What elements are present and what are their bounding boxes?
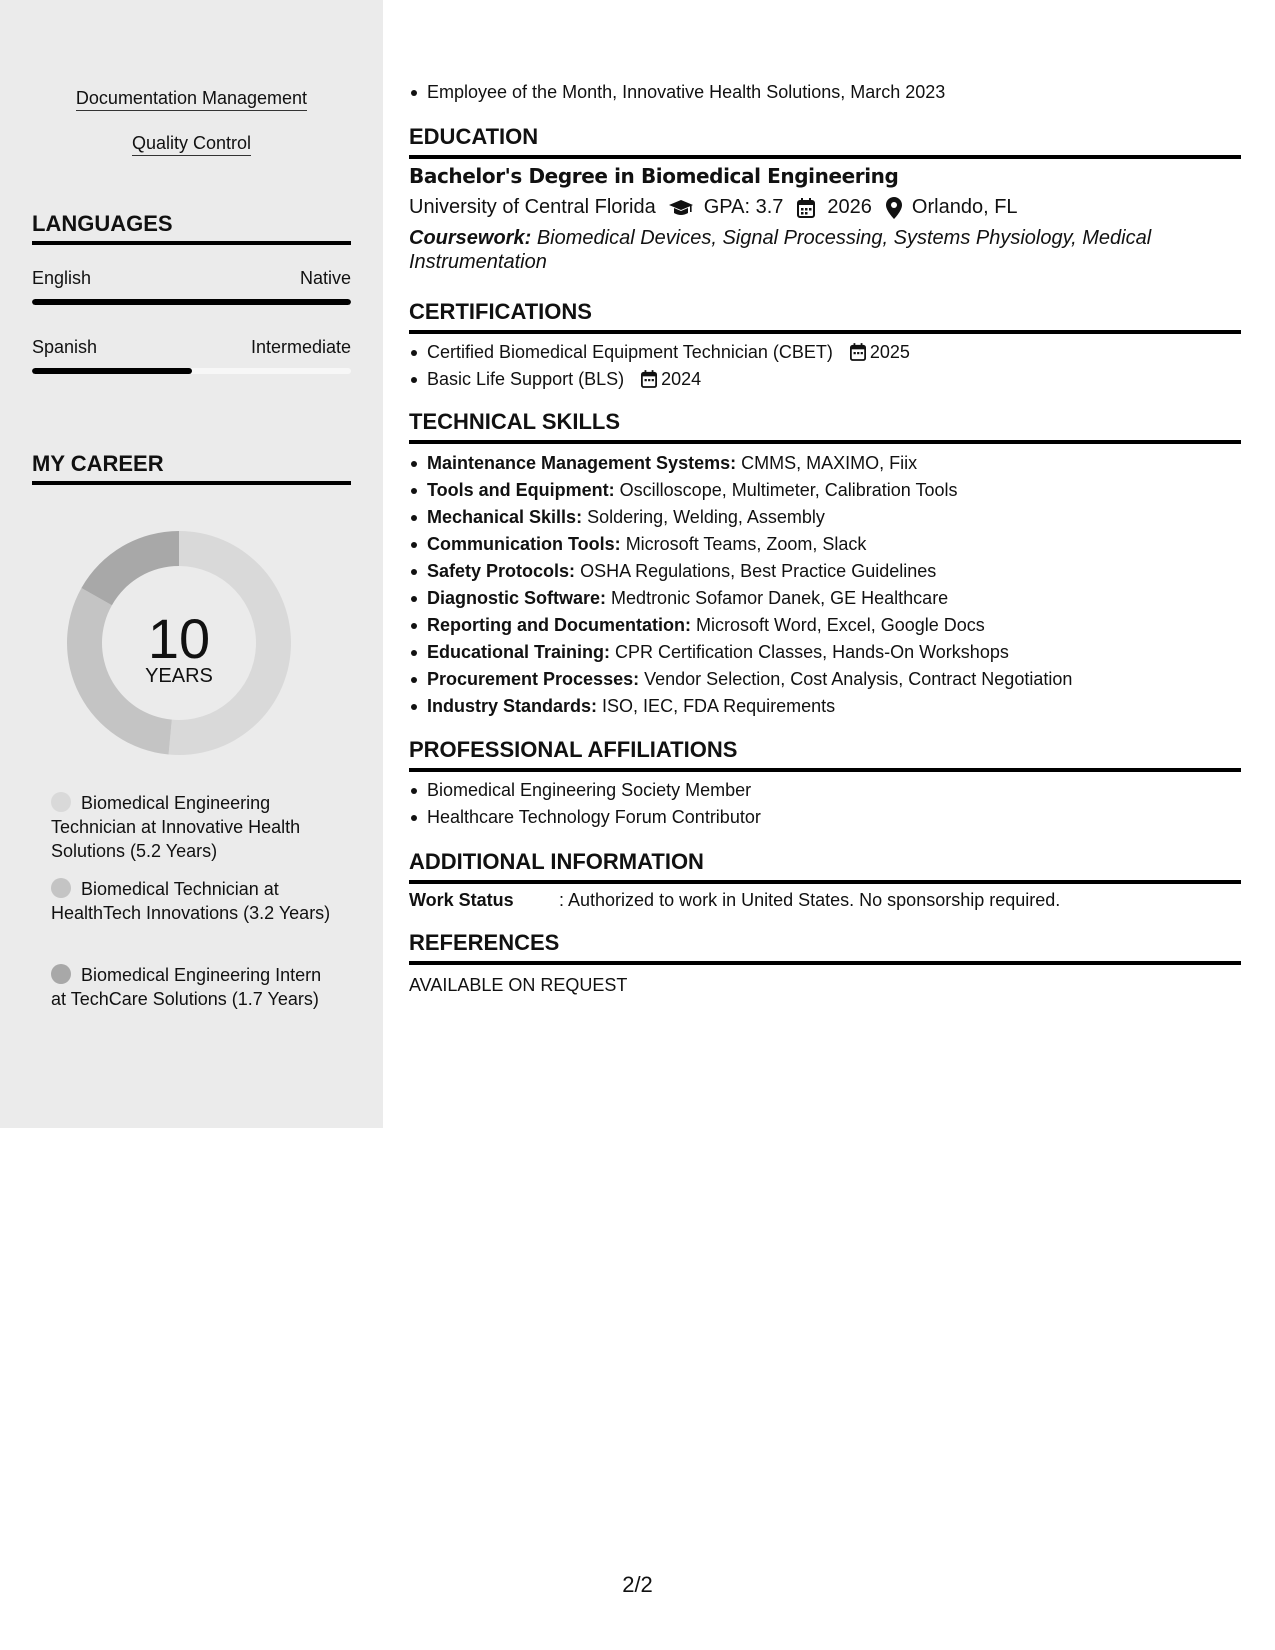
language-level: Intermediate bbox=[250, 337, 351, 357]
list-item: Healthcare Technology Forum Contributor bbox=[427, 806, 1237, 833]
language-proficiency-bar bbox=[32, 299, 351, 305]
calendar-icon bbox=[641, 370, 657, 388]
language-row bbox=[32, 337, 351, 358]
list-item: Safety Protocols: OSHA Regulations, Best Practice Guidelines bbox=[427, 560, 1237, 587]
career-legend-item: Biomedical Technician at HealthTech Innovations (3.2 Years) bbox=[51, 879, 331, 923]
language-proficiency-fill bbox=[32, 299, 351, 305]
list-item: Communication Tools: Microsoft Teams, Zoom, Slack bbox=[427, 533, 1237, 560]
references-text: AVAILABLE ON REQUEST bbox=[409, 975, 628, 995]
language-name: English bbox=[32, 268, 92, 288]
list-item: Industry Standards: ISO, IEC, FDA Requirements bbox=[427, 695, 1237, 722]
list-item: Maintenance Management Systems: CMMS, MAXIMO, Fiix bbox=[427, 452, 1237, 479]
list-item: Certified Biomedical Equipment Technician (CBET) 2025 bbox=[427, 341, 1237, 368]
education-year: 2026 bbox=[827, 196, 872, 218]
education-location: Orlando, FL bbox=[911, 196, 1018, 218]
legend-dot-icon bbox=[51, 878, 71, 898]
affiliations-heading: PROFESSIONAL AFFILIATIONS bbox=[409, 737, 1241, 772]
list-item: Mechanical Skills: Soldering, Welding, Assembly bbox=[427, 506, 1237, 533]
work-status-label: Work Status bbox=[409, 890, 514, 910]
page-number: 2/2 bbox=[622, 1572, 653, 1597]
languages-heading: LANGUAGES bbox=[32, 211, 351, 245]
list-item: Reporting and Documentation: Microsoft Word, Excel, Google Docs bbox=[427, 614, 1237, 641]
education-details bbox=[409, 196, 1018, 219]
list-item: Employee of the Month, Innovative Health Solutions, March 2023 bbox=[427, 81, 1237, 108]
language-level: Native bbox=[299, 268, 351, 288]
calendar-icon bbox=[797, 198, 815, 218]
career-total-years: 10 bbox=[147, 607, 211, 670]
certifications-list bbox=[427, 341, 1237, 395]
education-gpa: GPA: 3.7 bbox=[703, 196, 784, 218]
technical-skills-heading: TECHNICAL SKILLS bbox=[409, 409, 1241, 444]
list-item: Tools and Equipment: Oscilloscope, Multimeter, Calibration Tools bbox=[427, 479, 1237, 506]
education-degree: Bachelor's Degree in Biomedical Engineering bbox=[409, 164, 899, 188]
career-legend-item: Biomedical Engineering Intern at TechCare Solutions (1.7 Years) bbox=[51, 965, 322, 1009]
career-donut-chart bbox=[66, 530, 292, 756]
list-item: Diagnostic Software: Medtronic Sofamor Danek, GE Healthcare bbox=[427, 587, 1237, 614]
donut-segment bbox=[81, 531, 179, 605]
language-proficiency-fill bbox=[32, 368, 192, 374]
career-years-unit: YEARS bbox=[145, 665, 213, 687]
language-proficiency-bar bbox=[32, 368, 351, 374]
sidebar bbox=[0, 0, 383, 1128]
list-item: Educational Training: CPR Certification Classes, Hands-On Workshops bbox=[427, 641, 1237, 668]
list-item: Procurement Processes: Vendor Selection, Cost Analysis, Contract Negotiation bbox=[427, 668, 1237, 695]
list-item: Basic Life Support (BLS) 2024 bbox=[427, 368, 1237, 395]
education-coursework: Coursework: Biomedical Devices, Signal Processing, Systems Physiology, Medical Instrumentation bbox=[409, 227, 1152, 273]
references-heading: REFERENCES bbox=[409, 930, 1241, 965]
skill-link[interactable]: Quality Control bbox=[0, 133, 383, 156]
work-status-row bbox=[409, 890, 1060, 911]
career-heading: MY CAREER bbox=[32, 451, 351, 485]
education-school: University of Central Florida bbox=[409, 196, 656, 218]
legend-dot-icon bbox=[51, 964, 71, 984]
graduation-cap-icon bbox=[668, 199, 694, 217]
list-item: Biomedical Engineering Society Member bbox=[427, 779, 1237, 806]
certifications-heading: CERTIFICATIONS bbox=[409, 299, 1241, 334]
additional-info-heading: ADDITIONAL INFORMATION bbox=[409, 849, 1241, 884]
education-heading: EDUCATION bbox=[409, 124, 1241, 159]
language-name: Spanish bbox=[32, 337, 98, 357]
work-status-value: : Authorized to work in United States. No sponsorship required. bbox=[559, 890, 1061, 910]
career-legend-item: Biomedical Engineering Technician at Innovative Health Solutions (5.2 Years) bbox=[51, 793, 301, 861]
map-pin-icon bbox=[886, 197, 902, 219]
legend-dot-icon bbox=[51, 792, 71, 812]
skill-link[interactable]: Documentation Management bbox=[0, 88, 383, 111]
calendar-icon bbox=[850, 343, 866, 361]
technical-skills-list bbox=[427, 452, 1237, 722]
awards-list bbox=[427, 81, 1237, 108]
language-row bbox=[32, 268, 351, 289]
affiliations-list bbox=[427, 779, 1237, 833]
